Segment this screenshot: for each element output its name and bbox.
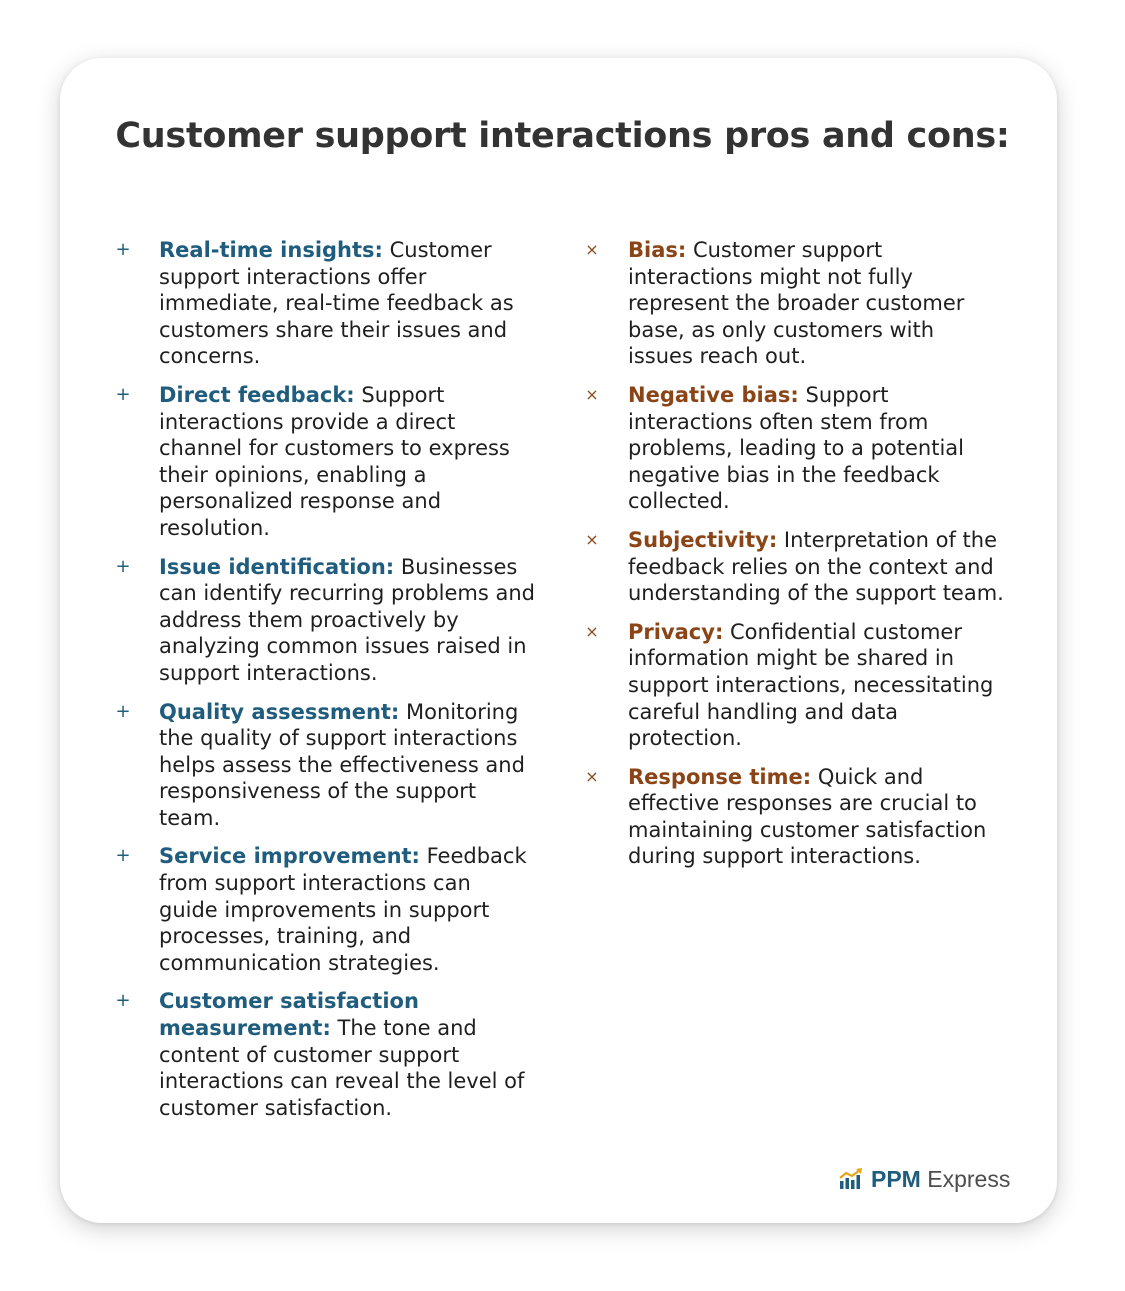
ppm-express-logo: [839, 1164, 1010, 1194]
cons-item-term: Bias:: [628, 238, 687, 262]
pros-item: [115, 988, 535, 1121]
logo-brand-light: Express: [920, 1165, 1011, 1192]
cons-item: [584, 382, 1004, 515]
cross-icon: ×: [585, 621, 599, 641]
plus-icon: +: [115, 845, 131, 867]
cross-icon: ×: [585, 766, 599, 786]
pros-item: [115, 382, 535, 542]
pros-item-text: Support interactions provide a direct channel for customers to express their opinions, enabling a personalized response and resolution.: [159, 382, 510, 540]
plus-icon: +: [115, 700, 131, 722]
cons-item-text: Customer support interactions might not fully represent the broader customer base, as only customers with issues reach out.: [628, 238, 965, 369]
cons-item-text: Interpretation of the feedback relies on the context and understanding of the support team.: [628, 527, 1004, 606]
cons-item: [584, 619, 1004, 752]
cons-item-term: Negative bias:: [628, 382, 799, 407]
pros-item-term: Issue identification:: [159, 554, 395, 579]
cons-item-term: Subjectivity:: [628, 527, 778, 552]
pros-item-term: Real-time insights:: [159, 238, 383, 262]
pros-item-term: Direct feedback:: [159, 382, 355, 407]
cons-item-term: Privacy:: [628, 619, 724, 644]
pros-item-text: The tone and content of customer support interactions can reveal the level of customer satisfaction.: [159, 1016, 525, 1120]
pros-item-term: Customer satisfaction measurement:: [159, 989, 419, 1041]
cons-item-text: Confidential customer information might be shared in support interactions, necessitating careful handling and data protection.: [628, 619, 994, 751]
pros-item-text: Businesses can identify recurring problems and address them proactively by analyzing common issues raised in support interactions.: [159, 554, 536, 685]
pros-item-term: Quality assessment:: [159, 699, 400, 724]
pros-item: [115, 554, 535, 687]
page-title: Customer support interactions pros and cons:: [115, 116, 1010, 156]
plus-icon: +: [115, 555, 131, 577]
pros-item-text: Monitoring the quality of support interactions helps assess the effectiveness and responsiveness of the support team.: [159, 699, 525, 830]
cons-list: [584, 237, 1004, 882]
logo-wordmark: [871, 1166, 1010, 1193]
plus-icon: +: [115, 239, 131, 260]
pros-item: [115, 843, 535, 976]
pros-item-text: Customer support interactions offer immediate, real-time feedback as customers share their issues and concerns.: [159, 238, 514, 369]
cons-item-text: Quick and effective responses are crucial to maintaining customer satisfaction during support interactions.: [628, 764, 987, 869]
pros-item: [115, 699, 535, 832]
pros-item-text: Feedback from support interactions can guide improvements in support processes, training, and communication strategies.: [159, 844, 527, 975]
pros-list: [115, 237, 535, 1133]
cross-icon: ×: [585, 529, 599, 549]
bar-chart-growth-icon: [839, 1168, 863, 1190]
cross-icon: ×: [585, 240, 599, 259]
pros-item-term: Service improvement:: [159, 844, 420, 869]
logo-brand-bold: PPM: [871, 1165, 921, 1192]
cons-item-term: Response time:: [628, 764, 812, 789]
cons-item: [584, 237, 1004, 370]
pros-item: [115, 237, 535, 370]
plus-icon: +: [115, 383, 131, 405]
cross-icon: ×: [585, 384, 599, 404]
cons-item: [584, 764, 1004, 870]
cons-item-text: Support interactions often stem from problems, leading to a potential negative bias in the feedback collected.: [628, 382, 964, 514]
cons-item: [584, 527, 1004, 607]
plus-icon: +: [115, 990, 131, 1012]
